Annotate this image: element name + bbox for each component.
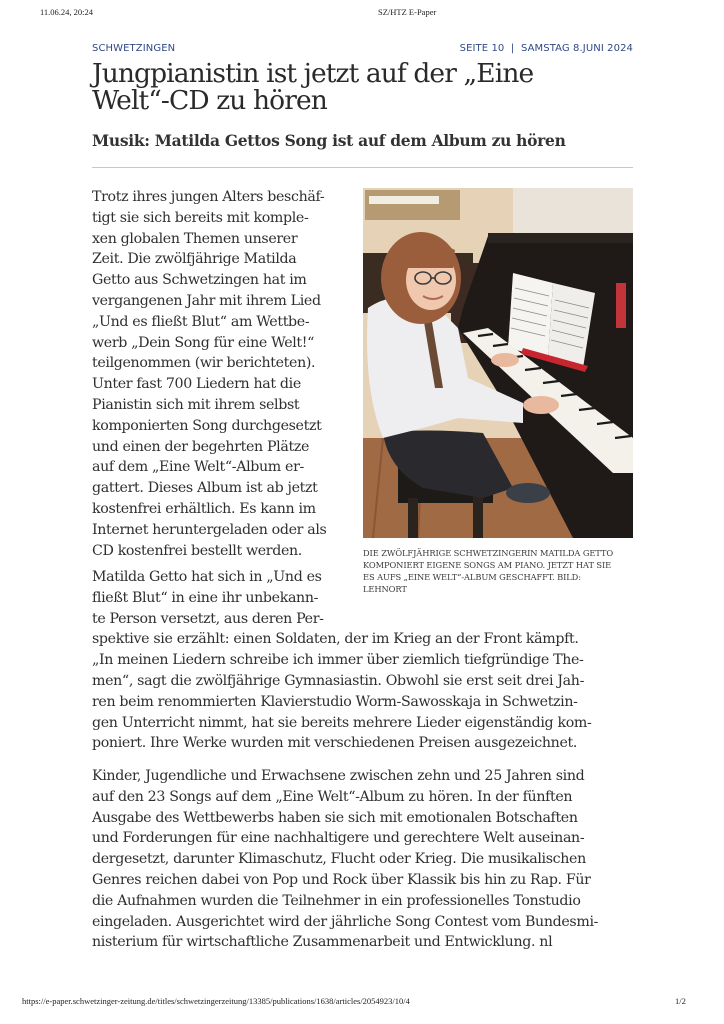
text-line: Trotz ihres jungen Alters beschäf-	[92, 189, 325, 205]
caption-line: LEHNORT	[363, 584, 407, 594]
text-line: poniert. Ihre Werke wurden mit verschiedenen Preisen ausgezeichnet.	[92, 735, 577, 752]
text-line: werb „Dein Song für eine Welt!“	[92, 334, 315, 351]
text-line: Unter fast 700 Liedern hat die	[92, 376, 301, 393]
text-line: gen Unterricht nimmt, hat sie bereits mehrere Lieder eigenständig kom-	[92, 714, 592, 731]
print-datetime: 11.06.24, 20:24	[40, 7, 94, 17]
text-line: Zeit. Die zwölfjährige Matilda	[92, 251, 297, 268]
text-line: und Forderungen für eine nachhaltigere und gerechtere Welt auseinan-	[92, 830, 585, 847]
text-line: te Person versetzt, aus deren Per-	[92, 610, 324, 627]
text-line: fließt Blut“ in eine ihr unbekann-	[92, 589, 319, 606]
page-info: SEITE 10 | SAMSTAG 8.JUNI 2024	[459, 43, 633, 54]
paragraph-1	[92, 187, 352, 561]
text-line: spektive sie erzählt: einen Soldaten, der im Krieg an der Front kämpft.	[92, 631, 579, 648]
text-line: men“, sagt die zwölfjährige Gymnasiastin. Obwohl sie erst seit drei Jah-	[92, 672, 585, 689]
text-line: xen globalen Themen unserer	[92, 230, 298, 247]
text-line: tigt sie sich bereits mit komple-	[92, 209, 309, 226]
headline-line: Welt“-CD zu hören	[92, 85, 327, 116]
text-line: Pianistin sich mit ihrem selbst	[92, 396, 300, 413]
text-line: „In meinen Liedern schreibe ich immer über ziemlich tiefgründige The-	[92, 652, 584, 669]
caption-line: KOMPONIERT EIGENE SONGS AM PIANO. JETZT HAT SIE	[363, 560, 612, 570]
divider	[92, 167, 633, 168]
text-line: vergangenen Jahr mit ihrem Lied	[92, 292, 321, 309]
text-line: Ausgabe des Wettbewerbs haben sie sich mit emotionalen Botschaften	[92, 809, 578, 826]
text-line: auf den 23 Songs auf dem „Eine Welt“-Album zu hören. In der fünften	[92, 788, 573, 805]
text-line: Kinder, Jugendliche und Erwachsene zwischen zehn und 25 Jahren sind	[92, 768, 585, 784]
text-line: nisterium für wirtschaftliche Zusammenarbeit und Entwicklung. nl	[92, 934, 553, 951]
subheadline: Musik: Matilda Gettos Song ist auf dem Album zu hören	[92, 131, 566, 150]
print-page-number: 1/2	[675, 996, 686, 1006]
text-line: ren beim renommierten Klavierstudio Worm-Sawosskaja in Schwetzin-	[92, 693, 578, 710]
section-label: SCHWETZINGEN	[92, 43, 176, 54]
text-line: Getto aus Schwetzingen hat im	[92, 272, 307, 289]
paragraph-2	[92, 567, 637, 754]
text-line: dergesetzt, darunter Klimaschutz, Flucht oder Krieg. Die musikalischen	[92, 851, 586, 868]
text-line: kostenfrei erhältlich. Es kann im	[92, 500, 316, 517]
text-line: eingeladen. Ausgerichtet wird der jährliche Song Contest vom Bundesmi-	[92, 913, 599, 930]
text-line: gattert. Dieses Album ist ab jetzt	[92, 480, 318, 497]
text-line: Internet heruntergeladen oder als	[92, 521, 327, 538]
text-line: und einen der begehrten Plätze	[92, 438, 309, 455]
article-photo	[363, 188, 633, 538]
text-line: CD kostenfrei bestellt werden.	[92, 542, 302, 559]
caption-line: DIE ZWÖLFJÄHRIGE SCHWETZINGERIN MATILDA GETTO	[363, 548, 614, 558]
text-line: auf dem „Eine Welt“-Album er-	[92, 459, 304, 476]
headline	[92, 60, 652, 114]
headline-line: Jungpianistin ist jetzt auf der „Eine	[92, 58, 534, 89]
print-url: https://e-paper.schwetzinger-zeitung.de/titles/schwetzingerzeitung/13385/publications/1638/articles/2054923/10/4	[22, 996, 410, 1006]
print-title: SZ/HTZ E-Paper	[378, 7, 437, 17]
caption-line: ES AUFS „EINE WELT“-ALBUM GESCHAFFT. BILD:	[363, 572, 581, 582]
text-line: teilgenommen (wir berichteten).	[92, 355, 316, 372]
paragraph-3	[92, 766, 637, 953]
text-line: „Und es fließt Blut“ am Wettbe-	[92, 313, 310, 330]
text-line: komponierten Song durchgesetzt	[92, 417, 322, 434]
text-line: Genres reichen dabei von Pop und Rock über Klassik bis hin zu Rap. Für	[92, 871, 591, 888]
photo-girl-at-piano	[363, 188, 633, 538]
text-line: die Aufnahmen wurden die Teilnehmer in ein professionelles Tonstudio	[92, 892, 581, 909]
text-line: Matilda Getto hat sich in „Und es	[92, 569, 322, 585]
